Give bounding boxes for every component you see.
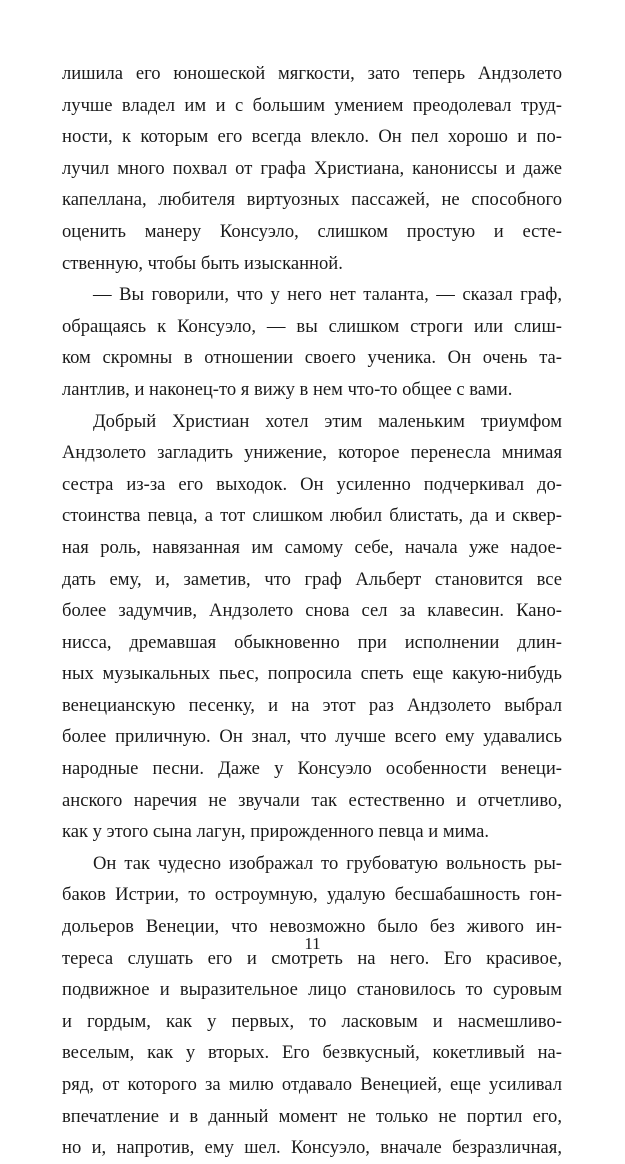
text-line: ная роль, навязанная им самому себе, начала уже надое- [62,536,562,558]
text-line: лучше владел им и с большим умением преодолевал труд- [62,94,562,116]
text-line: нисса, дремавшая обыкновенно при исполнении длин- [62,631,562,653]
text-line: ности, к которым его всегда влекло. Он пел хорошо и по- [62,126,562,148]
text-line: но и, напротив, ему шел. Консуэло, вначале безразличная, [62,1137,562,1159]
text-line: лучил много похвал от графа Христиана, канониссы и даже [62,157,562,179]
text-line: Андзолето загладить унижение, которое перенесла мнимая [62,442,562,464]
text-line: капеллана, любителя виртуозных пассажей, не способного [62,189,562,211]
text-line: баков Истрии, то остроумную, удалую бесшабашность гон- [62,884,562,906]
text-line: обращаясь к Консуэло, — вы слишком строги или слиш- [62,315,562,337]
text-line: анского наречия не звучали так естественно и отчетливо, [62,789,562,811]
text-line: дольеров Венеции, что невозможно было без живого ин- [62,916,562,938]
text-line: дать ему, и, заметив, что граф Альберт становится все [62,568,562,590]
text-line: ных музыкальных пьес, попросила спеть еще какую-нибудь [62,663,562,685]
text-line: лантлив, и наконец-то я вижу в нем что-то общее с вами. [62,378,513,400]
text-line: более задумчив, Андзолето снова сел за клавесин. Кано- [62,600,562,622]
paragraph [62,58,562,279]
text-line: более приличную. Он знал, что лучше всего ему удавались [62,726,562,748]
text-line: впечатление и в данный момент не только не портил его, [62,1105,562,1127]
body-text [62,58,562,1164]
text-line: подвижное и выразительное лицо становилось то суровым [62,979,562,1001]
text-line: веселым, как у вторых. Его безвкусный, кокетливый на- [62,1042,562,1064]
paragraph [62,848,562,1164]
text-line: ряд, от которого за милю отдавало Венецией, еще усиливал [62,1074,562,1095]
text-line: — Вы говорили, что у него нет таланта, — сказал граф, [93,284,562,306]
page-number: 11 [304,934,321,953]
text-line: и гордым, как у первых, то ласковым и насмешливо- [62,1010,562,1032]
text-line: Он так чудесно изображал то грубоватую вольность ры- [93,852,562,874]
text-line: как у этого сына лагун, прирожденного певца и мима. [62,821,490,843]
text-line: тереса слушать его и смотреть на него. Его красивое, [62,947,562,969]
paragraph [62,279,562,405]
text-line: венецианскую песенку, и на этот раз Андзолето выбрал [62,694,562,716]
text-line: ком скромны в отношении своего ученика. Он очень та- [62,347,562,369]
text-line: стоинства певца, а тот слишком любил блистать, да и сквер- [62,505,562,527]
text-line: ственную, чтобы быть изысканной. [62,252,343,274]
text-line: сестра из-за его выходок. Он усиленно подчеркивал до- [62,473,562,495]
text-line: оценить манеру Консуэло, слишком простую и есте- [62,220,562,242]
text-line: лишила его юношеской мягкости, зато теперь Андзолето [62,63,562,84]
text-line: народные песни. Даже у Консуэло особенности венеци- [62,758,562,780]
text-line: Добрый Христиан хотел этим маленьким триумфом [93,410,562,432]
paragraph [62,406,562,848]
